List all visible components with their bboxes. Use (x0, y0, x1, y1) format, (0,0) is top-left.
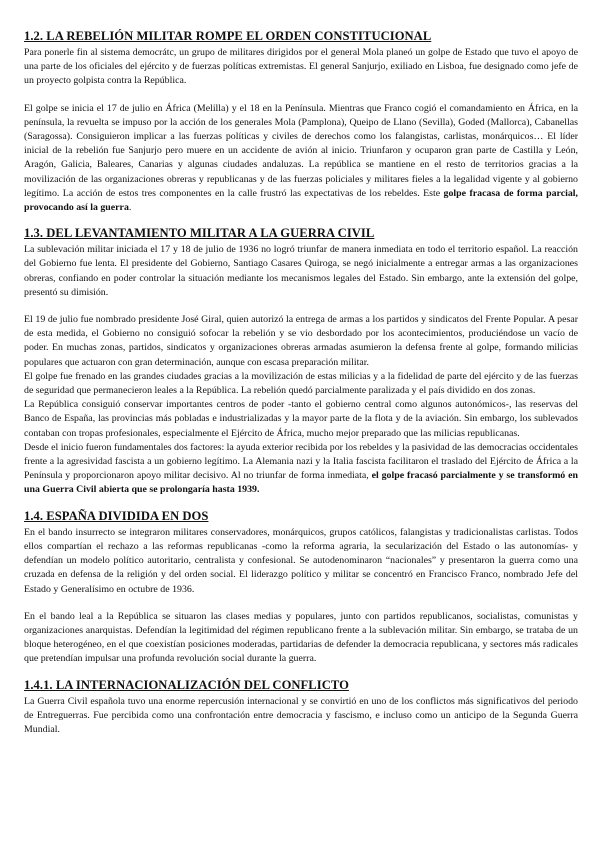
bold-conclusion: el golpe fracasó parcialmente y se transformó en una Guerra Civil abierta que se prolongaría hasta 1939. (24, 470, 578, 496)
paragraph-text: Desde el inicio fueron fundamentales dos factores: la ayuda exterior recibida por los rebeldes y la pasividad de las democracias occidentales frente a la agresividad fascista a un gobierno legítimo. La Alemania nazi y la Italia fascista facilitaron el traslado del Ejército de África a la Península y proporcionaron apoyo militar decisivo. Al no triunfar de forma inmediata, (24, 441, 578, 482)
paragraph: El golpe fue frenado en las grandes ciudades gracias a la movilización de estas milicias y a la fidelidad de parte del ejército y de las fuerzas de seguridad que permanecieron leales a la República. La rebelión quedó parcialmente paralizada y el país dividido en dos zonas. (24, 370, 578, 397)
bold-conclusion: golpe fracasa de forma parcial, provocando así la guerra (24, 187, 578, 214)
paragraph (24, 441, 578, 498)
paragraph: El 19 de julio fue nombrado presidente José Giral, quien autorizó la entrega de armas a los partidos y sindicatos del Frente Popular. A pesar de esta medida, el Gobierno no consiguió sofocar la rebelión y se vio desbordado por los acontecimientos, produciéndose un vacío de poder. En muchas zonas, partidos, sindicatos y organizaciones obreras armadas asumieron la defensa frente al golpe, formando milicias populares que actuaron con gran determinación, aunque con escasa preparación militar. (24, 314, 578, 368)
paragraph-text: El golpe se inicia el 17 de julio en África (Melilla) y el 18 en la Península. Mientras que Franco cogió el comandamiento en África, en la península, la revuelta se impuso por la acción de los generales Mola (Pamplona), Queipo de Llano (Sevilla), Goded (Mallorca), Cabanellas (Saragossa). Consiguieron implicar a las fuerzas políticas y civiles de derechos como los falangistas, carlistas, monárquicos… El líder inicial de la rebelión fue Sanjurjo pero muere en un accidente de avión al inicio. Triunfaron y ocuparon gran parte de Castilla y León, Aragón, Galicia, Baleares, Canarias y algunas ciudades andaluzas. La república se mantiene en el resto de territorios gracias a la movilización de las organizaciones obreras y republicanas y de las fuerzas policiales y militares fieles a la legalidad vigente y al gobierno legítimo. La acción de estos tres componentes en la calle frustró las expectativas de los rebeldes. Este (24, 102, 578, 199)
paragraph: La República consiguió conservar importantes centros de poder -tanto el gobierno central como algunos autonómicos-, las reservas del Banco de España, las provincias más pobladas e industrializadas y la mayor parte de la flota y de la aviación. Sin embargo, los sublevados contaban con tropas profesionales, especialmente el Ejército de África, mucho mejor preparado que las milicias republicanas. (24, 399, 578, 439)
section-title: 1.4.1. LA INTERNACIONALIZACIÓN DEL CONFLICTO (24, 677, 349, 692)
paragraph: El golpe se inicia el 17 de julio en África (Melilla) y el 18 en la Península. Mientras que Franco cogió el comandamiento en África, en la península, la revuelta se impuso por la acción de los generales Mola (Pamplona), Queipo de Llano (Sevilla), Goded (Mallorca), Cabanellas (Saragossa). Consiguieron implicar a las fuerzas políticas y civiles de derechos como los falangistas, carlistas, monárquicos… El líder inicial de la rebelión fue Sanjurjo pero muere en un accidente de avión al inicio. Triunfaron y ocuparon gran parte de Castilla y León, Aragón, Galicia, Baleares, Canarias y algunas ciudades andaluzas. La república se mantiene en el resto de territorios gracias a la movilización de las organizaciones obreras y republicanas y de las fuerzas policiales y militares fieles a la legalidad vigente y al gobierno legítimo. La acción de estos tres componentes en la calle frustró las expectativas de los rebeldes. Este golpe fracasa de forma parcial, provocando así la guerra. (24, 102, 578, 214)
paragraph: En el bando leal a la República se situaron las clases medias y populares, junto con partidos republicanos, socialistas, comunistas y organizaciones anarquistas. Defendían la legitimidad del régimen republicano frente a la sublevación militar. Sin embargo, se trataba de un bloque heterogéneo, en el que coexistían posiciones moderadas, partidarias de defender la democracia republicana, y sectores más radicales que pretendían impulsar una profunda revolución social durante la guerra. (24, 610, 578, 665)
paragraph: La Guerra Civil española tuvo una enorme repercusión internacional y se convirtió en uno de los conflictos más significativos del periodo de Entreguerras. Fue percibida como una confrontación entre democracia y fascismo, e incluso como un anticipo de la Segunda Guerra Mundial. (24, 695, 578, 735)
paragraph: La sublevación militar iniciada el 17 y 18 de julio de 1936 no logró triunfar de manera inmediata en todo el territorio español. La reacción del Gobierno fue lenta. El presidente del Gobierno, Santiago Casares Quiroga, se negó inicialmente a entregar armas a las organizaciones obreras, confiando en poder controlar la situación mediante los mecanismos legales del Estado. Sin embargo, ante la extensión del golpe, presentó su dimisión. (24, 244, 578, 298)
paragraph: En el bando insurrecto se integraron militares conservadores, monárquicos, grupos católicos, falangistas y tradicionalistas carlistas. Todos ellos compartían el rechazo a las reformas republicanas -como la reforma agraria, la secularización del Estado o las autonomías- y defendían un modelo político autoritario, centralista y confesional. Se autodenominaron “nacionales” y presentaron la guerra como una cruzada en defensa de la religión y del orden social. El liderazgo político y militar se concentró en Francisco Franco, nombrado Jefe del Estado y Generalísimo en octubre de 1936. (24, 526, 578, 595)
section-title: 1.2. LA REBELIÓN MILITAR ROMPE EL ORDEN CONSTITUCIONAL (24, 29, 432, 43)
section-title: 1.4. ESPAÑA DIVIDIDA EN DOS (24, 508, 209, 523)
paragraph: Para ponerle fin al sistema democrátc, un grupo de militares dirigidos por el general Mola planeó un golpe de Estado que tuvo el apoyo de una parte de los oficiales del ejército y de fuerzas políticas extremistas. El general Sanjurjo, exiliado en Lisboa, fue designado como jefe de un proyecto golpista contra la República. (24, 47, 578, 87)
section-title: 1.3. DEL LEVANTAMIENTO MILITAR A LA GUERRA CIVIL (24, 226, 375, 241)
